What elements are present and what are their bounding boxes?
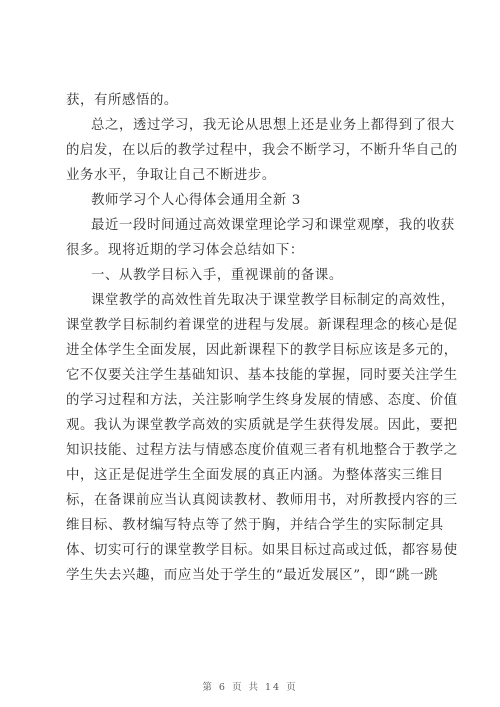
text-line: 最近一段时间通过高效课堂理论学习和课堂观摩，我的收获 <box>91 218 455 233</box>
text-line: 课堂教学的高效性首先取决于课堂教学目标制定的高效性， <box>91 293 455 308</box>
text-line: 总之，透过学习，我无论从思想上还是业务上都得到了很大 <box>91 118 455 133</box>
text-line: 的启发，在以后的教学过程中，我会不断学习，不断升华自己的 <box>66 143 458 158</box>
text-line: 学生失去兴趣，而应当处于学生的“最近发展区”，即“跳一跳 <box>66 568 439 583</box>
text-line: 观。我认为课堂教学高效的实质就是学生获得发展。因此，要把 <box>66 418 458 433</box>
text-line: 维目标、教材编写特点等了然于胸，并结合学生的实际制定具 <box>66 518 444 533</box>
text-line: 进全体学生全面发展，因此新课程下的教学目标应该是多元的， <box>66 343 458 358</box>
text-line: 教师学习个人心得体会通用全新 3 <box>91 193 301 208</box>
page-number: 第 6 页 共 14 页 <box>202 682 298 693</box>
text-line: 体、切实可行的课堂教学目标。如果目标过高或过低，都容易使 <box>66 543 458 558</box>
text-line: 很多。现将近期的学习体会总结如下： <box>66 243 304 258</box>
text-line: 标，在备课前应当认真阅读教材、教师用书，对所教授内容的三 <box>66 493 458 508</box>
text-line: 它不仅要关注学生基础知识、基本技能的掌握，同时要关注学生 <box>66 368 458 383</box>
text-line: 课堂教学目标制约着课堂的进程与发展。新课程理念的核心是促 <box>66 318 458 333</box>
text-line: 的学习过程和方法，关注影响学生终身发展的情感、态度、价值 <box>66 393 458 408</box>
text-line: 中，这正是促进学生全面发展的真正内涵。为整体落实三维目 <box>66 468 444 483</box>
text-line: 业务水平，争取让自己不断进步。 <box>66 168 276 183</box>
text-line: 一、从教学目标入手，重视课前的备课。 <box>91 268 343 283</box>
text-line: 获，有所感悟的。 <box>66 93 178 108</box>
body-text <box>66 88 458 588</box>
text-line: 知识技能、过程方法与情感态度价值观三者有机地整合于教学之 <box>66 443 458 458</box>
